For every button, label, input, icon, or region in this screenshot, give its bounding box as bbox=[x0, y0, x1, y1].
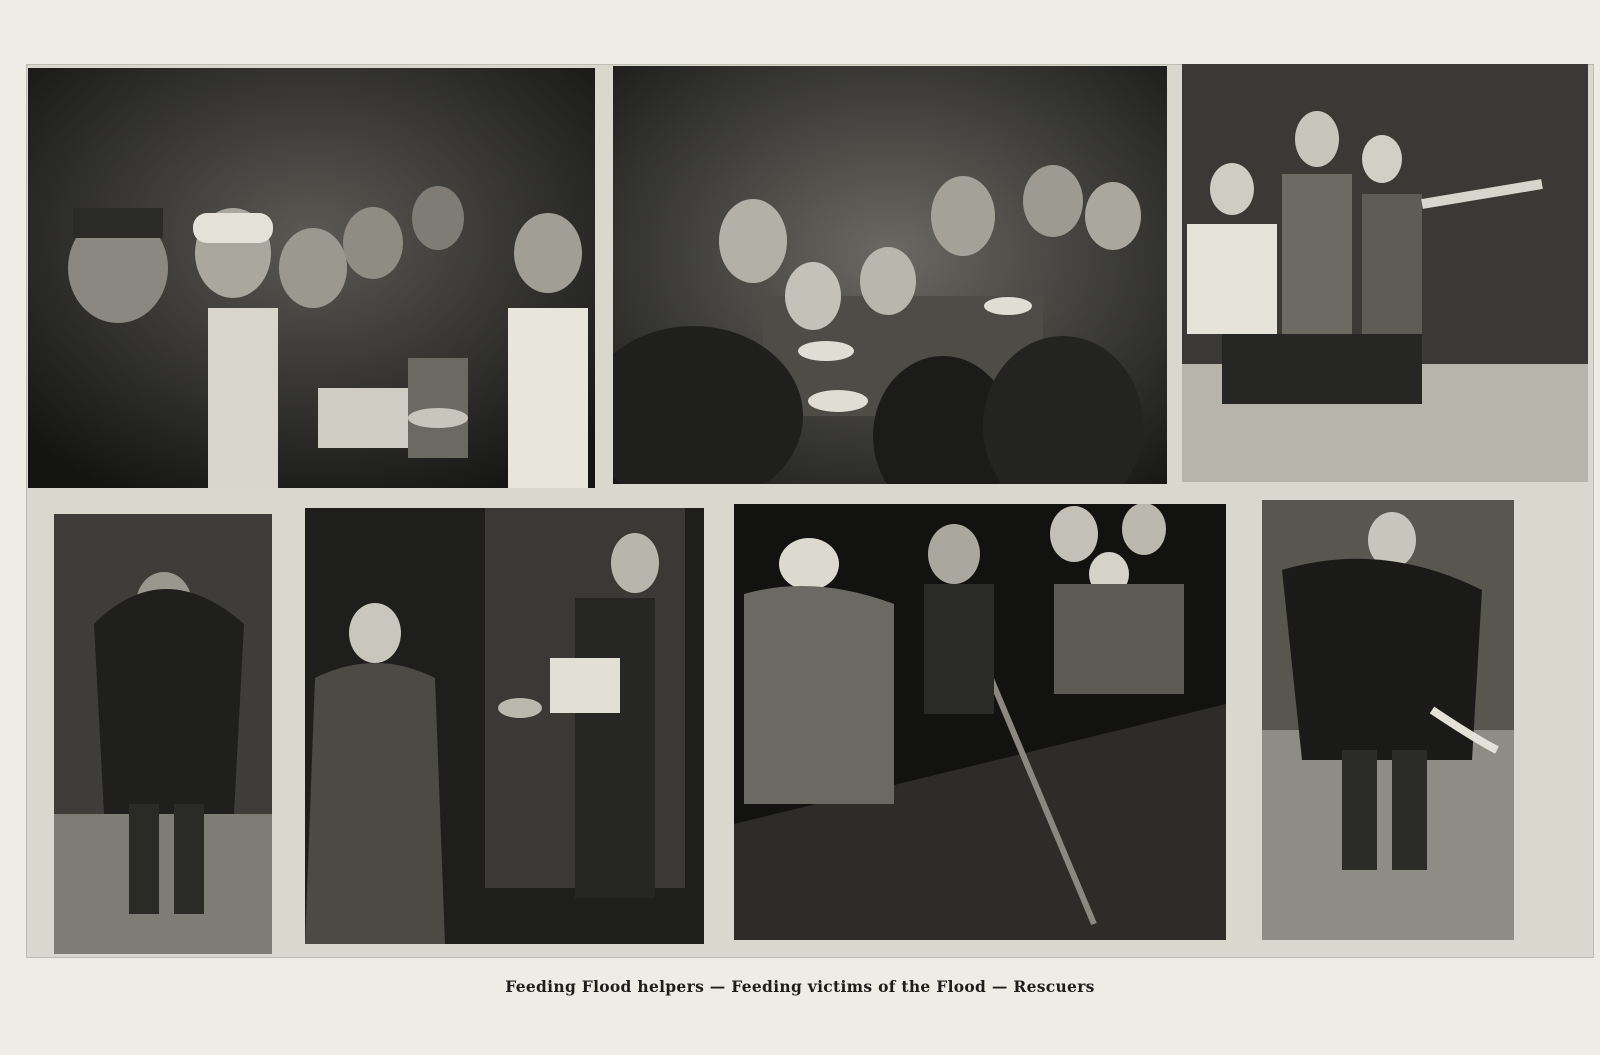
photo-women-on-boat bbox=[1182, 64, 1588, 482]
photo-rescuer-carrying-on-back bbox=[54, 514, 272, 954]
photo-feeding-victims bbox=[613, 66, 1167, 484]
photo-rescuer-carrying-woman bbox=[1262, 500, 1514, 940]
figure-caption: Feeding Flood helpers — Feeding victims of the Flood — Rescuers bbox=[505, 977, 1095, 996]
photo-policeman-handing-package bbox=[305, 508, 704, 944]
photo-boat-rescue bbox=[734, 504, 1226, 940]
photo-feeding-flood-helpers bbox=[28, 68, 595, 488]
